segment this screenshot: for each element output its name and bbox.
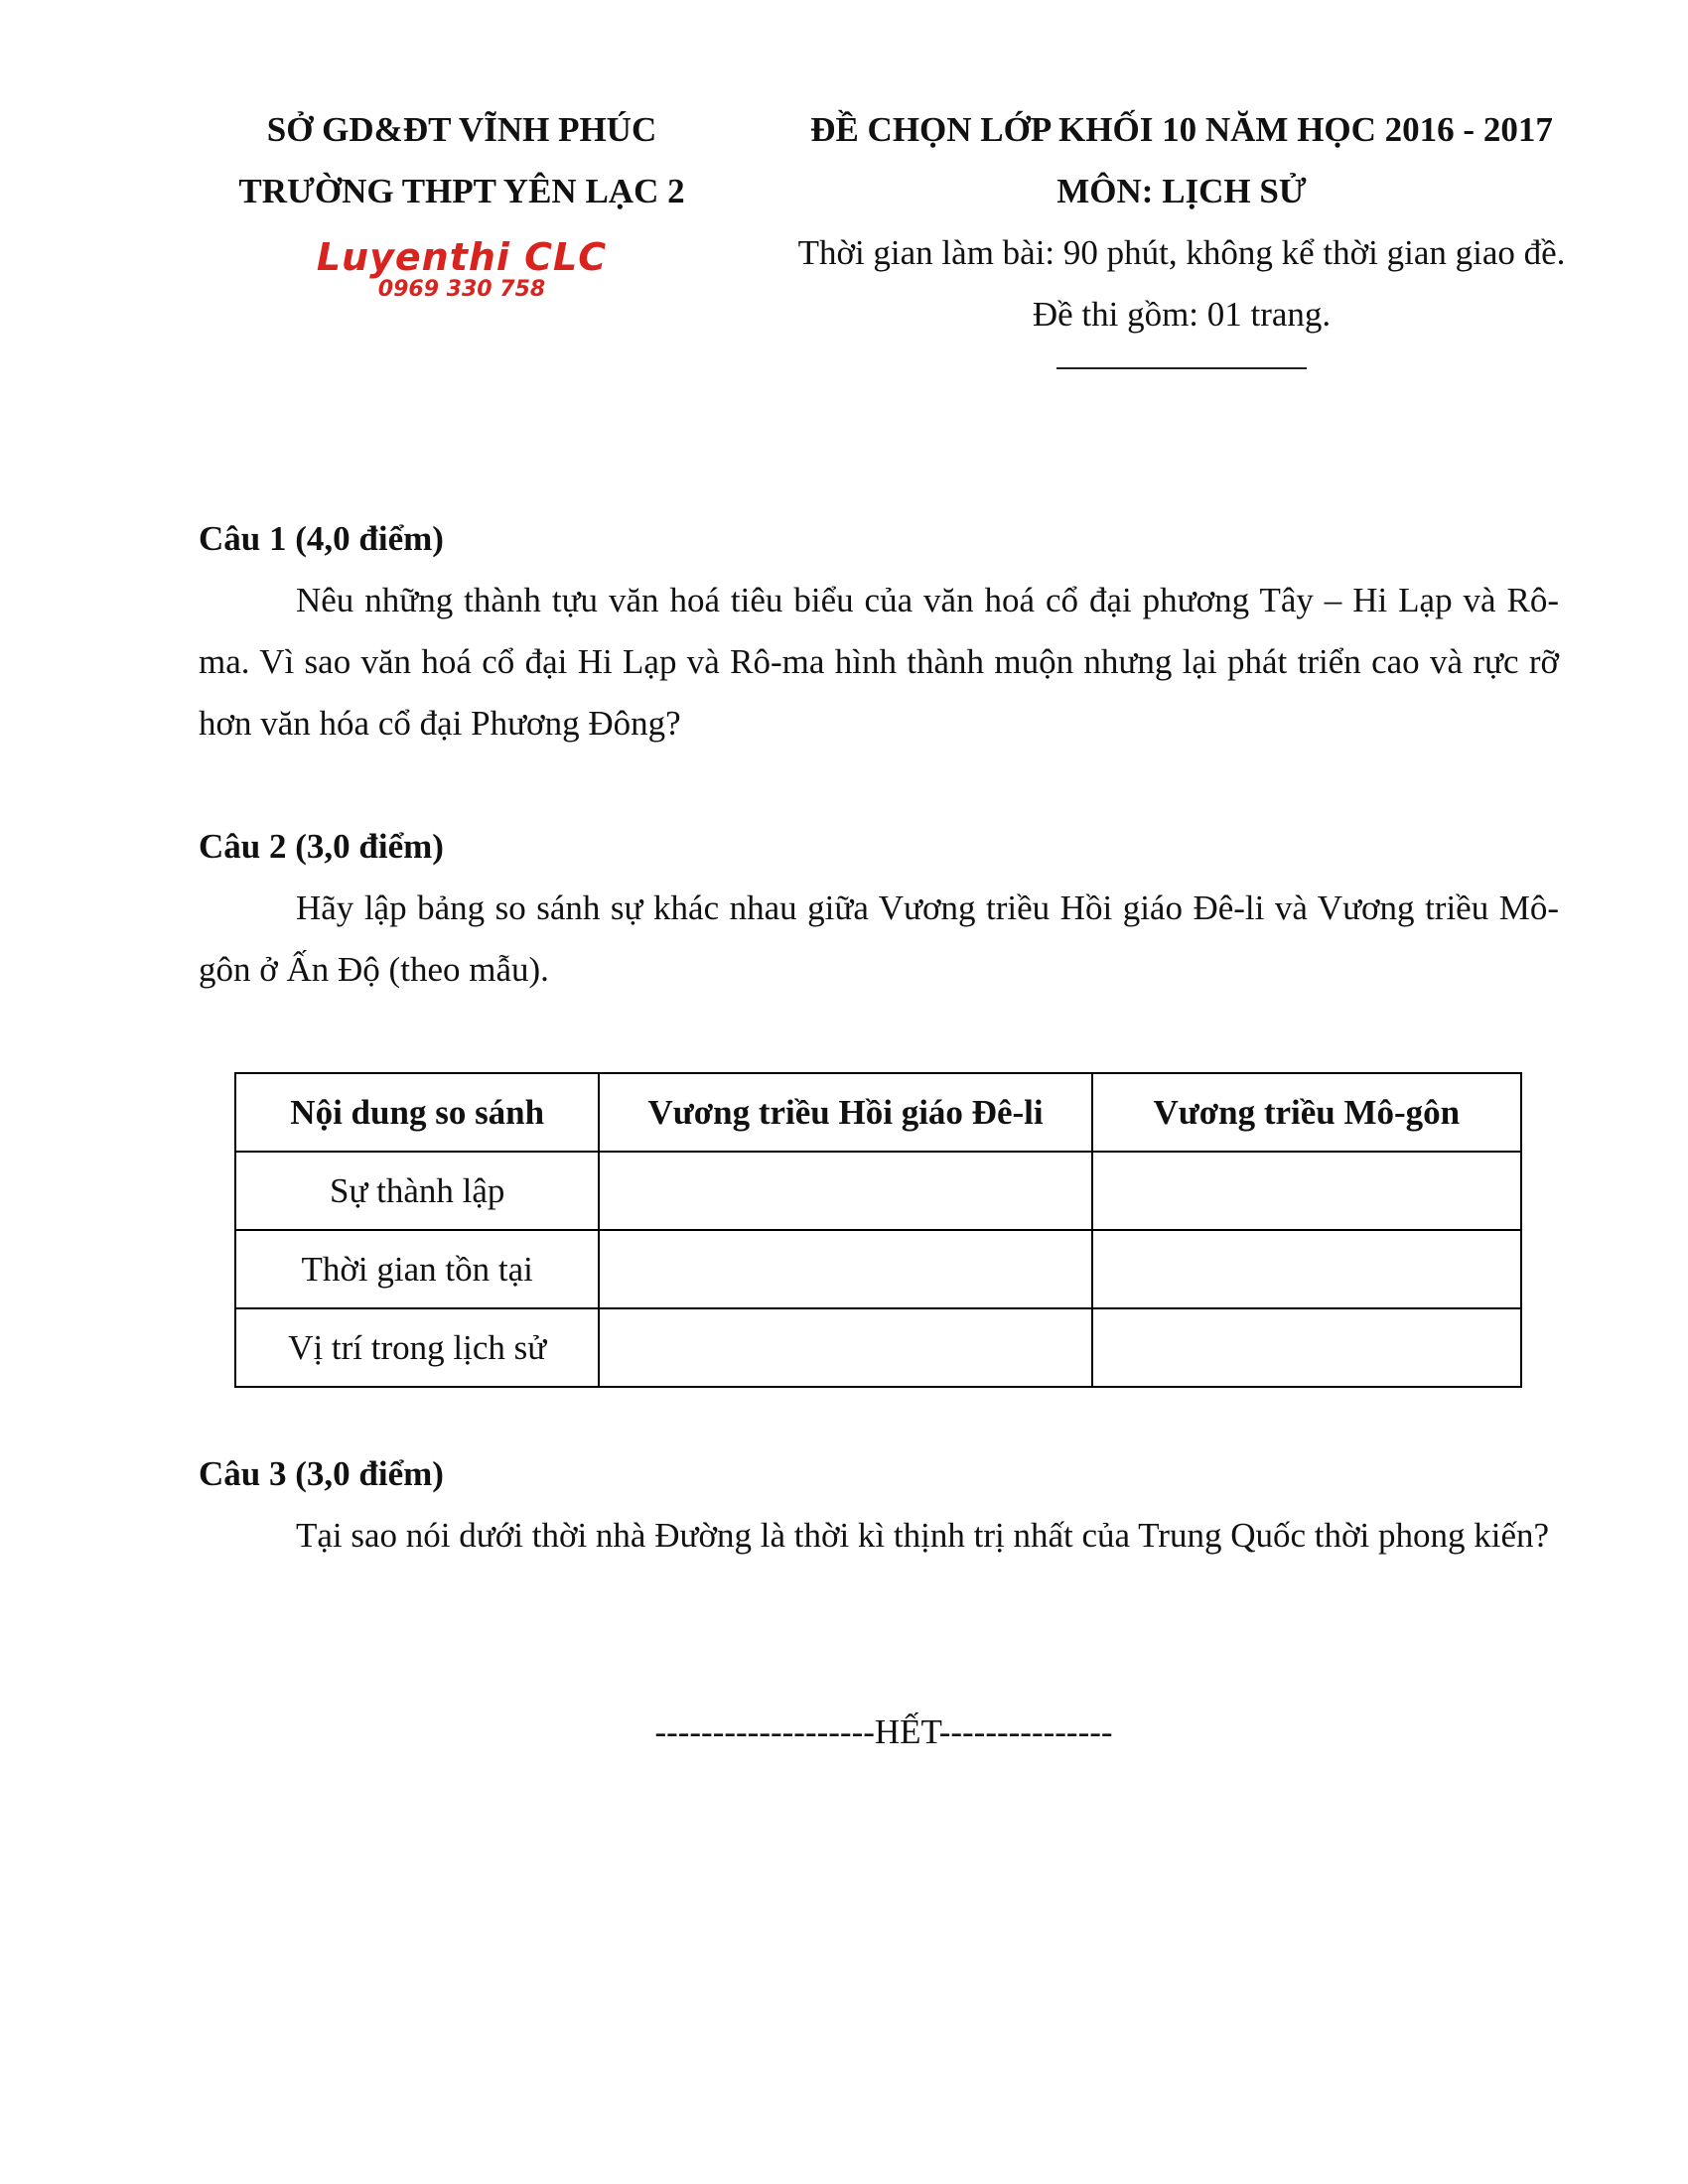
question-title: Câu 1 (4,0 điểm) <box>199 519 444 558</box>
header-right <box>774 99 1589 369</box>
question-body: Nêu những thành tựu văn hoá tiêu biểu của văn hoá cổ đại phương Tây – Hi Lạp và Rô-ma. Vì sao văn hoá cổ đại Hi Lạp và Rô-ma hình thành muộn nhưng lại phát triển cao và rực rỡ hơn văn hóa cổ đại Phương Đông? <box>199 581 1559 743</box>
logo-brand: Luyenthi CLC <box>316 235 608 279</box>
question-title: Câu 2 (3,0 điểm) <box>199 827 444 866</box>
table-cell: Thời gian tồn tại <box>235 1230 599 1308</box>
table-row <box>235 1308 1521 1387</box>
logo <box>199 236 725 302</box>
subject-title: MÔN: LỊCH SỬ <box>1056 172 1307 210</box>
table-header-cell: Vương triều Hồi giáo Đê-li <box>599 1073 1091 1152</box>
time-note: Thời gian làm bài: 90 phút, không kể thời gian giao đề. <box>797 233 1566 272</box>
pages-note: Đề thi gồm: 01 trang. <box>1032 295 1332 334</box>
header-divider <box>1056 367 1307 369</box>
school-name: TRƯỜNG THPT YÊN LẠC 2 <box>238 172 685 210</box>
question-title: Câu 3 (3,0 điểm) <box>199 1454 444 1493</box>
question-1 <box>199 508 1559 754</box>
table-cell: Sự thành lập <box>235 1152 599 1230</box>
table-cell <box>1092 1308 1521 1387</box>
table-cell <box>599 1152 1091 1230</box>
table-cell <box>599 1308 1091 1387</box>
question-2 <box>199 816 1559 1001</box>
end-marker: -------------------HẾT--------------- <box>654 1712 1113 1751</box>
exam-title: ĐỀ CHỌN LỚP KHỐI 10 NĂM HỌC 2016 - 2017 <box>810 110 1553 149</box>
table-cell <box>1092 1230 1521 1308</box>
table-cell <box>599 1230 1091 1308</box>
table-header-cell: Nội dung so sánh <box>235 1073 599 1152</box>
question-3 <box>199 1443 1559 1567</box>
department-name: SỞ GD&ĐT VĨNH PHÚC <box>266 110 657 149</box>
table-row <box>235 1152 1521 1230</box>
logo-phone: 0969 330 758 <box>377 277 546 302</box>
table-header-cell: Vương triều Mô-gôn <box>1092 1073 1521 1152</box>
comparison-table <box>234 1072 1522 1388</box>
table-header-row <box>235 1073 1521 1152</box>
table-cell: Vị trí trong lịch sử <box>235 1308 599 1387</box>
header-left <box>199 99 725 302</box>
table-cell <box>1092 1152 1521 1230</box>
question-body: Tại sao nói dưới thời nhà Đường là thời kì thịnh trị nhất của Trung Quốc thời phong kiến? <box>296 1516 1550 1555</box>
question-body: Hãy lập bảng so sánh sự khác nhau giữa Vương triều Hồi giáo Đê-li và Vương triều Mô-gôn ở Ấn Độ (theo mẫu). <box>199 888 1559 989</box>
table-row <box>235 1230 1521 1308</box>
